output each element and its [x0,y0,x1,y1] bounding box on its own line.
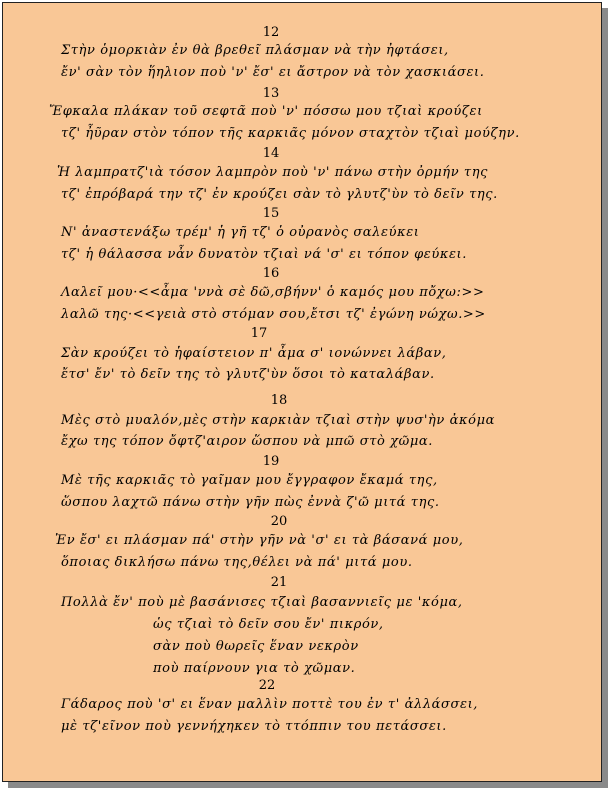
verse-line: ἔν' σὰν τὸν ἥηλιον ποὺ 'ν' ἔσ' ει ἄστρον νὰ τὸν χασκιάσει. [61,65,485,80]
stanza-number: 14 [262,146,280,161]
verse-line: Στὴν ὁμορκιὰν ἐν θὰ βρεθεῖ πλάσμαν νὰ τὴν ἠφτάσει, [61,43,449,58]
stanza-number: 17 [250,326,268,341]
verse-line: Μὲς στὸ μυαλόν,μὲς στὴν καρκιὰν τζιαὶ στὴν ψυσ'ὴν ἀκόμα [61,413,496,428]
stanza-number: 19 [262,454,280,469]
verse-line: Γάδαρος ποὺ 'σ' ει ἕναν μαλλὶν ποττὲ του ἐν τ' ἀλλάσσει, [61,697,478,712]
verse-line: λαλῶ της·<<γειὰ στὸ στόμαν σου,ἔτσι τζ' ἐγώνη νώχω.>> [61,307,486,322]
verse-line: Πολλὰ ἔν' ποὺ μὲ βασάνισες τζιαὶ βασαννιεῖς με 'κόμα, [61,595,463,610]
stanza-number: 20 [270,514,288,529]
verse-line: ὡς τζιαὶ τὸ δεῖν σου ἔν' πικρόν, [153,617,384,632]
verse-line: τζ' ἡ θάλασσα νἆν δυνατὸν τζιαὶ νά 'σ' ει τόπον φεύκει. [61,247,467,262]
stanza-number: 21 [270,575,288,590]
verse-line: Ἔφκαλα πλάκαν τοῦ σεφτᾶ ποὺ 'ν' πόσσω μου τζιαὶ κρούζει [49,104,483,119]
verse-line: ἔτσ' ἔν' τὸ δεῖν της τὸ γλυτζ'ὺν ὅσοι τὸ καταλάβαν. [61,367,435,382]
verse-line: ὥσπου λαχτῶ πάνω στὴν γῆν πὼς ἐννὰ ζ'ῶ μιτά της. [61,495,440,510]
stanza-number: 13 [262,86,280,101]
stanza-number: 16 [262,266,280,281]
stanza-number: 22 [258,678,276,693]
verse-line: Ἐν ἔσ' ει πλάσμαν πά' στὴν γῆν νὰ 'σ' ει τὰ βάσανά μου, [55,533,464,548]
verse-line: Λαλεῖ μου·<<ἆμα 'ννὰ σὲ δῶ,σβήνν' ὁ καμός μου πὄχω:>> [61,285,485,300]
stanza-number: 15 [262,206,280,221]
verse-line: μὲ τζ'εῖνον ποὺ γεννήχηκεν τὸ ττόππιν του πετάσσει. [61,719,447,734]
stanza-number: 18 [270,393,288,408]
verse-line: τζ' ἦῦραν στὸν τόπον τῆς καρκιᾶς μόνον σταχτὸν τζιαὶ μούζην. [61,126,520,141]
verse-line: ὅποιας δικλήσω πάνω της,θέλει νὰ πά' μιτά μου. [61,555,413,570]
verse-line: ποὺ παίρνουν για τὸ χῶμαν. [153,661,356,676]
verse-line: Σὰν κρούζει τὸ ἡφαίστειον π' ἆμα σ' ιονώννει λάβαν, [61,346,447,361]
verse-line: τζ' ἐπρόβαρά την τζ' ἐν κρούζει σὰν τὸ γλυτζ'ὺν τὸ δεῖν της. [61,187,498,202]
verse-line: Ν' ἀναστενάξω τρέμ' ἡ γῆ τζ' ὁ οὐρανὸς σαλεύκει [61,225,420,240]
verse-line: ἔχω της τόπον ὄφτζ'αιρον ὥσπου νὰ μπῶ στὸ χῶμα. [61,434,434,449]
poem-page [2,2,602,782]
verse-line: Ἡ λαμπρατζ'ιὰ τόσον λαμπρὸν ποὺ 'ν' πάνω στὴν ὀρμήν της [57,165,488,180]
stanza-number: 12 [262,25,280,40]
verse-line: Μὲ τῆς καρκιᾶς τὸ γαῖμαν μου ἔγγραφον ἔκαμά της, [61,473,438,488]
verse-line: σὰν ποὺ θωρεῖς ἕναν νεκρὸν [153,639,359,654]
